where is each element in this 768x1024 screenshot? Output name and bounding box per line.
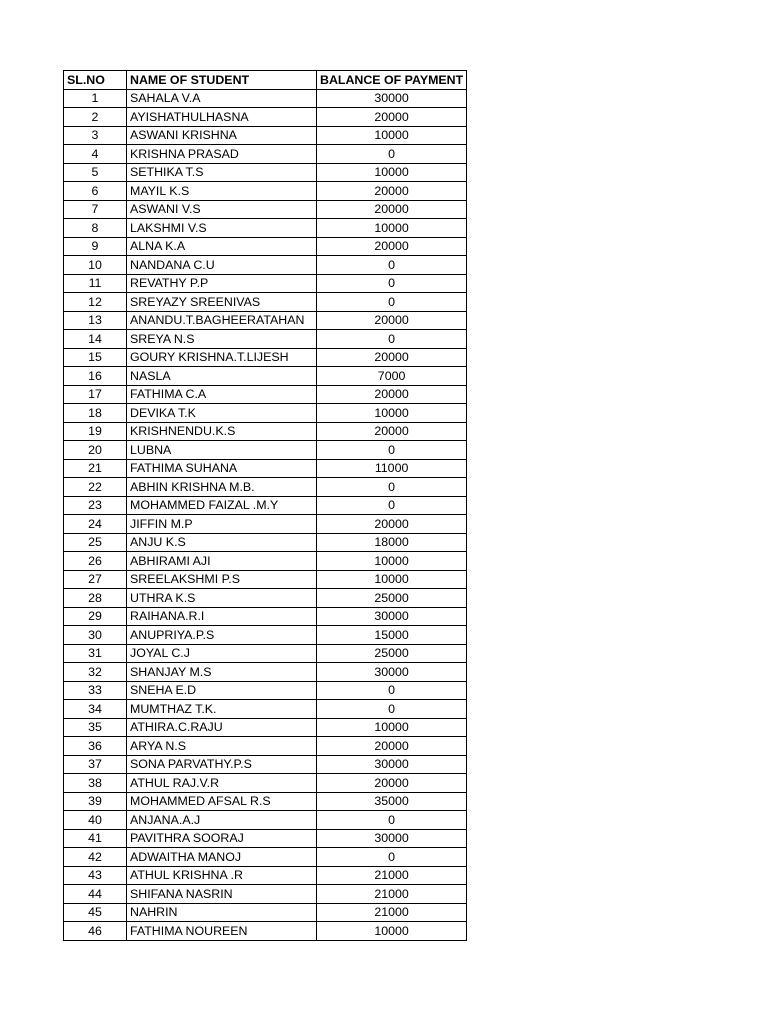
header-sl-no: SL.NO [64, 71, 127, 90]
student-name-cell: ALNA K.A [127, 237, 317, 256]
balance-cell: 10000 [317, 219, 467, 238]
student-name-cell: NAHRIN [127, 903, 317, 922]
balance-cell: 25000 [317, 644, 467, 663]
student-name-cell: SHIFANA NASRIN [127, 885, 317, 904]
table-row [64, 811, 467, 830]
student-name-cell: ABHIN KRISHNA M.B. [127, 478, 317, 497]
sl-no-cell: 11 [64, 274, 127, 293]
student-name-cell: NANDANA C.U [127, 256, 317, 275]
student-name-cell: ANJU K.S [127, 533, 317, 552]
table-row [64, 737, 467, 756]
balance-cell: 20000 [317, 237, 467, 256]
sl-no-cell: 3 [64, 126, 127, 145]
sl-no-cell: 15 [64, 348, 127, 367]
table-row [64, 589, 467, 608]
balance-cell: 15000 [317, 626, 467, 645]
sl-no-cell: 31 [64, 644, 127, 663]
sl-no-cell: 2 [64, 108, 127, 127]
student-name-cell: SHANJAY M.S [127, 663, 317, 682]
balance-cell: 30000 [317, 663, 467, 682]
balance-cell: 18000 [317, 533, 467, 552]
table-row [64, 829, 467, 848]
student-name-cell: ASWANI V.S [127, 200, 317, 219]
sl-no-cell: 41 [64, 829, 127, 848]
balance-cell: 10000 [317, 404, 467, 423]
student-name-cell: ANUPRIYA.P.S [127, 626, 317, 645]
table-row [64, 681, 467, 700]
student-name-cell: SAHALA V.A [127, 89, 317, 108]
table-row [64, 145, 467, 164]
payment-sheet [63, 70, 467, 941]
balance-cell: 20000 [317, 182, 467, 201]
student-name-cell: ATHUL RAJ.V.R [127, 774, 317, 793]
sl-no-cell: 13 [64, 311, 127, 330]
table-row [64, 700, 467, 719]
table-row [64, 570, 467, 589]
header-balance: BALANCE OF PAYMENT [317, 71, 467, 90]
student-name-cell: SETHIKA T.S [127, 163, 317, 182]
student-name-cell: PAVITHRA SOORAJ [127, 829, 317, 848]
table-row [64, 496, 467, 515]
sl-no-cell: 12 [64, 293, 127, 312]
balance-cell: 0 [317, 496, 467, 515]
student-name-cell: MUMTHAZ T.K. [127, 700, 317, 719]
student-name-cell: SREYA N.S [127, 330, 317, 349]
balance-cell: 20000 [317, 311, 467, 330]
student-name-cell: ARYA N.S [127, 737, 317, 756]
sl-no-cell: 23 [64, 496, 127, 515]
student-name-cell: FATHIMA NOUREEN [127, 922, 317, 941]
table-row [64, 404, 467, 423]
table-row [64, 922, 467, 941]
table-row [64, 848, 467, 867]
table-row [64, 903, 467, 922]
table-row [64, 663, 467, 682]
table-row [64, 367, 467, 386]
balance-cell: 10000 [317, 126, 467, 145]
student-name-cell: RAIHANA.R.I [127, 607, 317, 626]
balance-cell: 20000 [317, 200, 467, 219]
sl-no-cell: 36 [64, 737, 127, 756]
table-row [64, 533, 467, 552]
sl-no-cell: 37 [64, 755, 127, 774]
student-name-cell: UTHRA K.S [127, 589, 317, 608]
sl-no-cell: 30 [64, 626, 127, 645]
table-row [64, 163, 467, 182]
sl-no-cell: 45 [64, 903, 127, 922]
student-name-cell: JOYAL C.J [127, 644, 317, 663]
sl-no-cell: 6 [64, 182, 127, 201]
sl-no-cell: 34 [64, 700, 127, 719]
balance-cell: 30000 [317, 829, 467, 848]
table-row [64, 89, 467, 108]
header-row [64, 71, 467, 90]
sl-no-cell: 22 [64, 478, 127, 497]
table-row [64, 422, 467, 441]
table-row [64, 755, 467, 774]
sl-no-cell: 42 [64, 848, 127, 867]
sl-no-cell: 24 [64, 515, 127, 534]
sl-no-cell: 20 [64, 441, 127, 460]
student-name-cell: JIFFIN M.P [127, 515, 317, 534]
table-row [64, 237, 467, 256]
student-name-cell: KRISHNENDU.K.S [127, 422, 317, 441]
balance-cell: 0 [317, 681, 467, 700]
sl-no-cell: 17 [64, 385, 127, 404]
student-name-cell: DEVIKA T.K [127, 404, 317, 423]
table-row [64, 607, 467, 626]
sl-no-cell: 9 [64, 237, 127, 256]
balance-cell: 0 [317, 478, 467, 497]
student-name-cell: ABHIRAMI AJI [127, 552, 317, 571]
balance-cell: 30000 [317, 89, 467, 108]
table-row [64, 792, 467, 811]
sl-no-cell: 44 [64, 885, 127, 904]
table-row [64, 774, 467, 793]
sl-no-cell: 10 [64, 256, 127, 275]
student-name-cell: SNEHA E.D [127, 681, 317, 700]
balance-cell: 21000 [317, 903, 467, 922]
student-name-cell: SREYAZY SREENIVAS [127, 293, 317, 312]
balance-cell: 11000 [317, 459, 467, 478]
header-student-name: NAME OF STUDENT [127, 71, 317, 90]
balance-cell: 21000 [317, 866, 467, 885]
sl-no-cell: 27 [64, 570, 127, 589]
student-name-cell: MOHAMMED FAIZAL .M.Y [127, 496, 317, 515]
student-name-cell: KRISHNA PRASAD [127, 145, 317, 164]
balance-cell: 21000 [317, 885, 467, 904]
balance-cell: 7000 [317, 367, 467, 386]
balance-cell: 20000 [317, 422, 467, 441]
student-name-cell: ATHIRA.C.RAJU [127, 718, 317, 737]
student-name-cell: SONA PARVATHY.P.S [127, 755, 317, 774]
student-name-cell: FATHIMA SUHANA [127, 459, 317, 478]
balance-cell: 20000 [317, 108, 467, 127]
table-row [64, 441, 467, 460]
sl-no-cell: 4 [64, 145, 127, 164]
table-body [64, 89, 467, 940]
table-row [64, 478, 467, 497]
balance-cell: 0 [317, 441, 467, 460]
table-row [64, 459, 467, 478]
sl-no-cell: 33 [64, 681, 127, 700]
balance-cell: 25000 [317, 589, 467, 608]
table-row [64, 644, 467, 663]
student-name-cell: AYISHATHULHASNA [127, 108, 317, 127]
sl-no-cell: 35 [64, 718, 127, 737]
table-row [64, 219, 467, 238]
sl-no-cell: 25 [64, 533, 127, 552]
sl-no-cell: 26 [64, 552, 127, 571]
sl-no-cell: 43 [64, 866, 127, 885]
sl-no-cell: 7 [64, 200, 127, 219]
table-row [64, 274, 467, 293]
table-row [64, 385, 467, 404]
sl-no-cell: 39 [64, 792, 127, 811]
balance-cell: 30000 [317, 755, 467, 774]
balance-cell: 0 [317, 811, 467, 830]
sl-no-cell: 1 [64, 89, 127, 108]
table-row [64, 256, 467, 275]
table-row [64, 108, 467, 127]
student-name-cell: LUBNA [127, 441, 317, 460]
table-row [64, 552, 467, 571]
sl-no-cell: 8 [64, 219, 127, 238]
table-row [64, 515, 467, 534]
balance-cell: 20000 [317, 774, 467, 793]
table-row [64, 885, 467, 904]
table-row [64, 626, 467, 645]
balance-cell: 30000 [317, 607, 467, 626]
balance-cell: 20000 [317, 515, 467, 534]
sl-no-cell: 19 [64, 422, 127, 441]
table-row [64, 311, 467, 330]
student-name-cell: FATHIMA C.A [127, 385, 317, 404]
balance-cell: 0 [317, 700, 467, 719]
balance-cell: 10000 [317, 552, 467, 571]
table-row [64, 182, 467, 201]
balance-cell: 0 [317, 274, 467, 293]
sl-no-cell: 46 [64, 922, 127, 941]
balance-cell: 0 [317, 330, 467, 349]
student-name-cell: NASLA [127, 367, 317, 386]
student-name-cell: ATHUL KRISHNA .R [127, 866, 317, 885]
table-row [64, 126, 467, 145]
sl-no-cell: 32 [64, 663, 127, 682]
table-row [64, 718, 467, 737]
balance-cell: 0 [317, 145, 467, 164]
table-row [64, 330, 467, 349]
student-name-cell: MAYIL K.S [127, 182, 317, 201]
student-name-cell: GOURY KRISHNA.T.LIJESH [127, 348, 317, 367]
sl-no-cell: 38 [64, 774, 127, 793]
balance-cell: 20000 [317, 348, 467, 367]
balance-cell: 35000 [317, 792, 467, 811]
sl-no-cell: 14 [64, 330, 127, 349]
table-row [64, 200, 467, 219]
sl-no-cell: 18 [64, 404, 127, 423]
balance-cell: 0 [317, 256, 467, 275]
sl-no-cell: 16 [64, 367, 127, 386]
balance-cell: 0 [317, 293, 467, 312]
balance-cell: 10000 [317, 570, 467, 589]
sl-no-cell: 28 [64, 589, 127, 608]
student-name-cell: LAKSHMI V.S [127, 219, 317, 238]
student-name-cell: SREELAKSHMI P.S [127, 570, 317, 589]
sl-no-cell: 29 [64, 607, 127, 626]
student-name-cell: ANANDU.T.BAGHEERATAHAN [127, 311, 317, 330]
sl-no-cell: 40 [64, 811, 127, 830]
sl-no-cell: 21 [64, 459, 127, 478]
balance-cell: 0 [317, 848, 467, 867]
balance-cell: 10000 [317, 718, 467, 737]
balance-cell: 20000 [317, 737, 467, 756]
payment-table [63, 70, 467, 941]
balance-cell: 20000 [317, 385, 467, 404]
table-row [64, 293, 467, 312]
student-name-cell: ADWAITHA MANOJ [127, 848, 317, 867]
balance-cell: 10000 [317, 922, 467, 941]
table-row [64, 348, 467, 367]
student-name-cell: ANJANA.A.J [127, 811, 317, 830]
balance-cell: 10000 [317, 163, 467, 182]
student-name-cell: MOHAMMED AFSAL R.S [127, 792, 317, 811]
student-name-cell: REVATHY P.P [127, 274, 317, 293]
sl-no-cell: 5 [64, 163, 127, 182]
table-row [64, 866, 467, 885]
student-name-cell: ASWANI KRISHNA [127, 126, 317, 145]
